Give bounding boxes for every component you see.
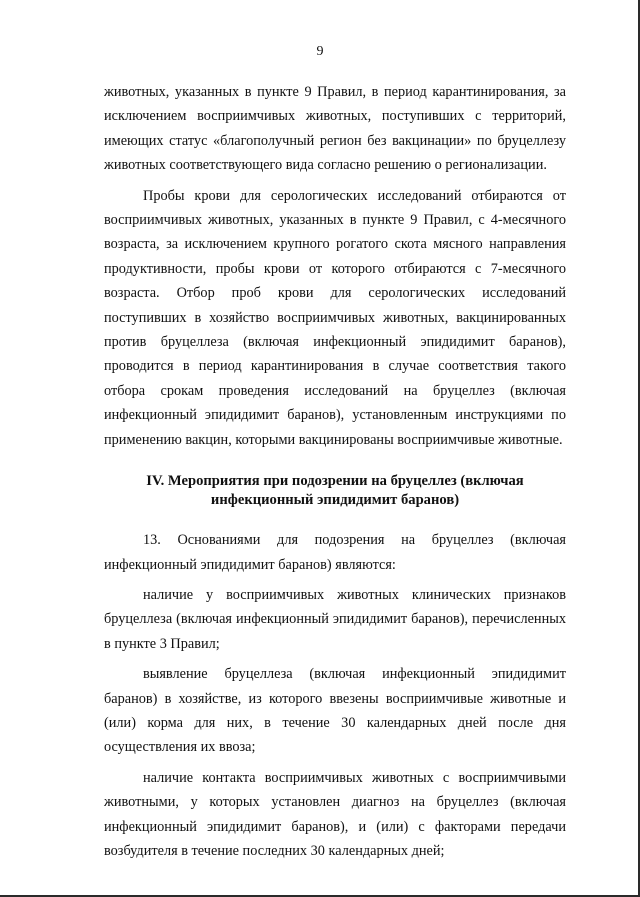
document-body <box>104 80 566 863</box>
paragraph-item-13: 13. Основаниями для подозрения на бруцеллез (включая инфекционный эпидидимит баранов) являются: <box>104 532 566 573</box>
list-item-contact: наличие контакта восприимчивых животных с восприимчивыми животными, у которых установлен диагноз на бруцеллез (включая инфекционный эпидидимит баранов), и (или) с факторами передачи возбудителя в течение последних 30 календарных дней; <box>104 769 566 859</box>
list-item-source-farm: выявление бруцеллеза (включая инфекционный эпидидимит баранов) в хозяйстве, из которого ввезены восприимчивые животные и (или) корма для них, в течение 30 календарных дней после дня осуществления их ввоза; <box>104 666 566 756</box>
section-heading: IV. Мероприятия при подозрении на бруцеллез (включая инфекционный эпидидимит баранов) <box>146 473 524 509</box>
list-item-clinical-signs: наличие у восприимчивых животных клинических признаков бруцеллеза (включая инфекционный эпидидимит баранов), перечисленных в пункте 3 Правил; <box>104 586 566 652</box>
paragraph-blood-sampling: Пробы крови для серологических исследований отбираются от восприимчивых животных, указанных в пункте 9 Правил, с 4-месячного возраста, за исключением крупного рогатого скота мясного направления продуктивности, пробы крови от которого отбираются с 7-месячного возраста. Отбор проб крови для серологических исследований поступивших в хозяйство восприимчивых животных, вакцинированных против бруцеллеза (включая инфекционный эпидидимит баранов), проводится в период карантинирования в случае соответствия такого отбора срокам проведения исследований на бруцеллез (включая инфекционный эпидидимит баранов), установленным инструкциями по применению вакцин, которыми вакцинированы восприимчивые животные. <box>104 187 566 448</box>
paragraph-quarantine-exception: животных, указанных в пункте 9 Правил, в период карантинирования, за исключением восприимчивых животных, поступивших с территорий, имеющих статус «благополучный регион без вакцинации» по бруцеллезу животных соответствующего вида согласно решению о регионализации. <box>104 84 566 174</box>
page-number: 9 <box>316 44 324 59</box>
